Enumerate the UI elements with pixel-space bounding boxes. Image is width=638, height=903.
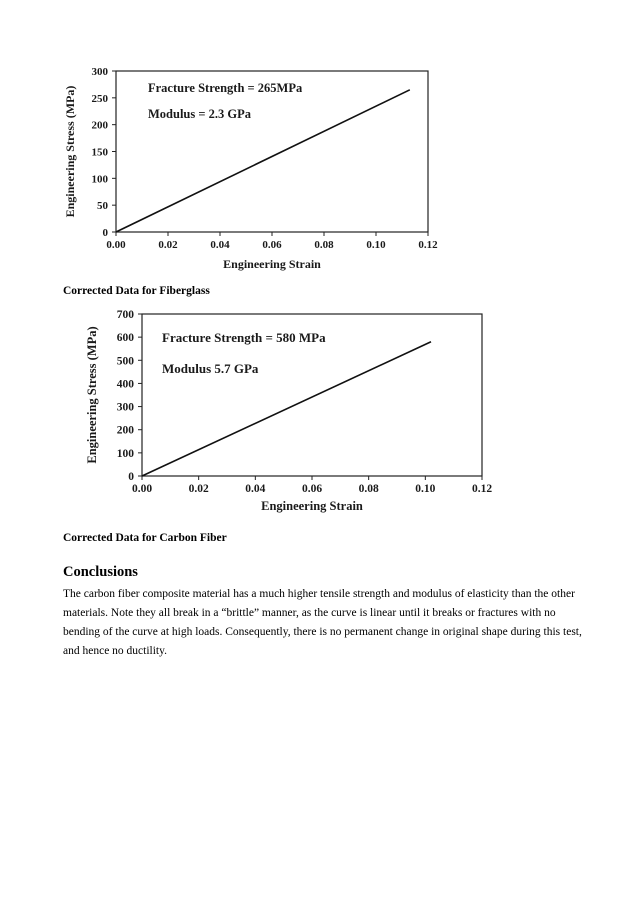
- chart1-x-tick-label: 0.08: [314, 239, 334, 251]
- chart1-x-axis-label: Engineering Strain: [223, 257, 321, 271]
- chart2-y-tick-label: 700: [116, 309, 134, 321]
- chart2-y-tick-label: 200: [116, 424, 134, 437]
- fiberglass-caption: Corrected Data for Fiberglass: [63, 285, 210, 297]
- chart2-annotation: Fracture Strength = 580 MPa: [162, 330, 326, 345]
- chart2-x-tick-label: 0.12: [471, 483, 493, 495]
- chart1-y-tick-label: 0: [102, 227, 108, 239]
- chart1-x-tick-label: 0.06: [262, 239, 282, 251]
- chart1-y-tick-label: 250: [91, 92, 108, 105]
- chart1-annotation: Fracture Strength = 265MPa: [148, 81, 303, 95]
- chart1-y-tick-label: 300: [91, 66, 108, 78]
- chart2-x-tick-label: 0.08: [358, 483, 379, 495]
- chart1-plot-frame: [116, 71, 428, 232]
- chart2-y-tick-label: 100: [116, 447, 134, 460]
- carbon-fiber-caption: Corrected Data for Carbon Fiber: [63, 532, 227, 544]
- chart1-x-tick-label: 0.12: [418, 239, 438, 251]
- chart1-x-tick-label: 0.02: [158, 239, 178, 251]
- chart2-y-tick-label: 0: [128, 471, 134, 483]
- chart1-x-tick-label: 0.04: [210, 239, 230, 251]
- chart2-x-tick-label: 0.04: [245, 483, 266, 495]
- chart2-y-tick-label: 300: [116, 401, 134, 414]
- chart1-x-tick-label: 0.00: [106, 239, 126, 251]
- chart2-y-tick-label: 400: [116, 378, 134, 391]
- chart1-y-tick-label: 150: [91, 146, 108, 159]
- chart2-x-tick-label: 0.00: [131, 483, 153, 495]
- chart2-x-tick-label: 0.10: [415, 483, 436, 495]
- chart1-y-tick-label: 200: [91, 119, 108, 132]
- chart2-x-tick-label: 0.02: [188, 483, 209, 495]
- chart1-x-tick-label: 0.10: [366, 239, 386, 251]
- chart2-y-axis-label: Engineering Stress (MPa): [85, 326, 99, 464]
- chart2-annotation: Modulus 5.7 GPa: [162, 361, 259, 376]
- chart2-x-tick-label: 0.06: [301, 483, 323, 495]
- chart1-y-axis-label: Engineering Stress (MPa): [63, 85, 77, 218]
- conclusions-heading: Conclusions: [63, 564, 138, 580]
- chart2-x-axis-label: Engineering Strain: [261, 499, 363, 513]
- chart1-y-tick-label: 100: [91, 173, 108, 186]
- chart2-y-tick-label: 500: [116, 355, 134, 368]
- chart1-y-tick-label: 50: [97, 200, 108, 213]
- chart2-y-tick-label: 600: [116, 332, 134, 345]
- chart1-annotation: Modulus = 2.3 GPa: [148, 107, 251, 121]
- conclusions-paragraph: The carbon fiber composite material has a much higher tensile strength and modulus of elasticity than the other materials. Note they all break in a “brittle” manner, as the curve is linear until it breaks or fractures with no bending of the curve at high loads. Consequently, there is no permanent change in original shape during this test, and hence no ductility.: [63, 588, 582, 657]
